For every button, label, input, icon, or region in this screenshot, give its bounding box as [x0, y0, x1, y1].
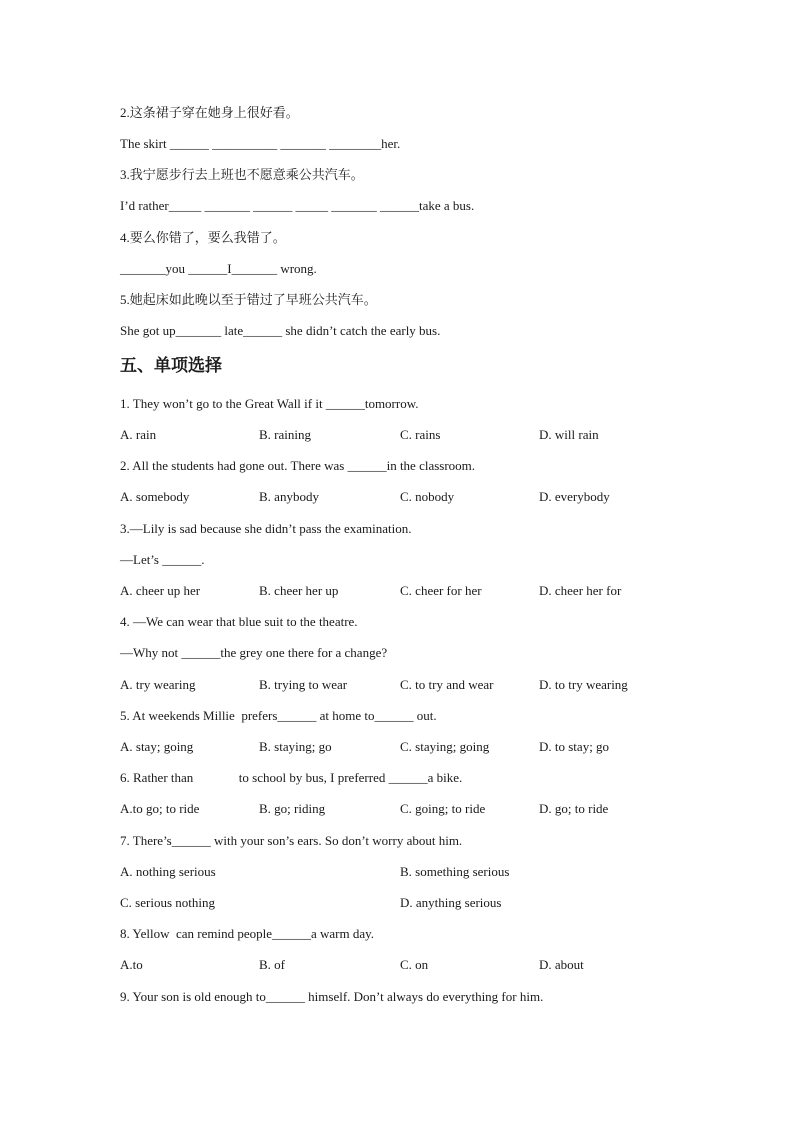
question-6-option-a: A.to go; to ride: [120, 801, 200, 816]
translation-q3-chinese: 3.我宁愿步行去上班也不愿意乘公共汽车。: [120, 167, 364, 182]
question-1-stem: 1. They won’t go to the Great Wall if it ______tomorrow.: [120, 396, 419, 411]
question-8-option-d: D. about: [539, 957, 584, 972]
translation-q5-chinese: 5.她起床如此晚以至于错过了早班公共汽车。: [120, 292, 377, 307]
question-3-option-d: D. cheer her for: [539, 583, 622, 598]
question-4-stem-line2: —Why not ______the grey one there for a change?: [120, 645, 388, 660]
question-9-stem: 9. Your son is old enough to______ himself. Don’t always do everything for him.: [120, 989, 544, 1004]
question-5-option-a: A. stay; going: [120, 739, 194, 754]
question-8-stem: 8. Yellow can remind people______a warm day.: [120, 926, 375, 941]
question-5-option-b: B. staying; go: [259, 739, 332, 754]
question-6-option-d: D. go; to ride: [539, 801, 609, 816]
translation-q3-english: I’d rather_____ _______ ______ _____ _______ ______take a bus.: [120, 198, 475, 213]
question-7-option-b: B. something serious: [400, 864, 510, 879]
translation-q2-english: The skirt ______ __________ _______ ________her.: [120, 136, 401, 151]
question-8-option-b: B. of: [259, 957, 285, 972]
question-4-option-c: C. to try and wear: [400, 677, 494, 692]
question-5-option-c: C. staying; going: [400, 739, 490, 754]
question-4-stem-line1: 4. —We can wear that blue suit to the theatre.: [120, 614, 358, 629]
question-5-stem: 5. At weekends Millie prefers______ at home to______ out.: [120, 708, 437, 723]
question-7-stem: 7. There’s______ with your son’s ears. So don’t worry about him.: [120, 833, 463, 848]
question-3-stem-line2: —Let’s ______.: [120, 552, 205, 567]
question-1-option-d: D. will rain: [539, 427, 599, 442]
question-2-option-d: D. everybody: [539, 489, 610, 504]
question-6-stem: 6. Rather than to school by bus, I preferred ______a bike.: [120, 770, 463, 785]
question-3-option-a: A. cheer up her: [120, 583, 201, 598]
question-4-option-d: D. to try wearing: [539, 677, 628, 692]
question-1-option-b: B. raining: [259, 427, 311, 442]
question-8-option-c: C. on: [400, 957, 429, 972]
translation-q5-english: She got up_______ late______ she didn’t catch the early bus.: [120, 323, 441, 338]
question-4-option-a: A. try wearing: [120, 677, 196, 692]
question-6-option-c: C. going; to ride: [400, 801, 486, 816]
question-2-stem: 2. All the students had gone out. There was ______in the classroom.: [120, 458, 476, 473]
question-1-option-c: C. rains: [400, 427, 441, 442]
question-3-stem-line1: 3.—Lily is sad because she didn’t pass the examination.: [120, 521, 412, 536]
question-2-option-b: B. anybody: [259, 489, 319, 504]
question-2-option-a: A. somebody: [120, 489, 190, 504]
translation-q2-chinese: 2.这条裙子穿在她身上很好看。: [120, 105, 299, 120]
question-3-option-c: C. cheer for her: [400, 583, 482, 598]
question-5-option-d: D. to stay; go: [539, 739, 610, 754]
translation-q4-english: _______you ______I_______ wrong.: [120, 261, 317, 276]
question-3-option-b: B. cheer her up: [259, 583, 339, 598]
question-7-option-c: C. serious nothing: [120, 895, 215, 910]
question-8-option-a: A.to: [120, 957, 143, 972]
translation-q4-chinese: 4.要么你错了，要么我错了。: [120, 230, 286, 245]
section-title: 五、单项选择: [120, 356, 222, 376]
question-1-option-a: A. rain: [120, 427, 157, 442]
question-4-option-b: B. trying to wear: [259, 677, 348, 692]
question-2-option-c: C. nobody: [400, 489, 455, 504]
question-6-option-b: B. go; riding: [259, 801, 326, 816]
question-7-option-a: A. nothing serious: [120, 864, 216, 879]
question-7-option-d: D. anything serious: [400, 895, 502, 910]
